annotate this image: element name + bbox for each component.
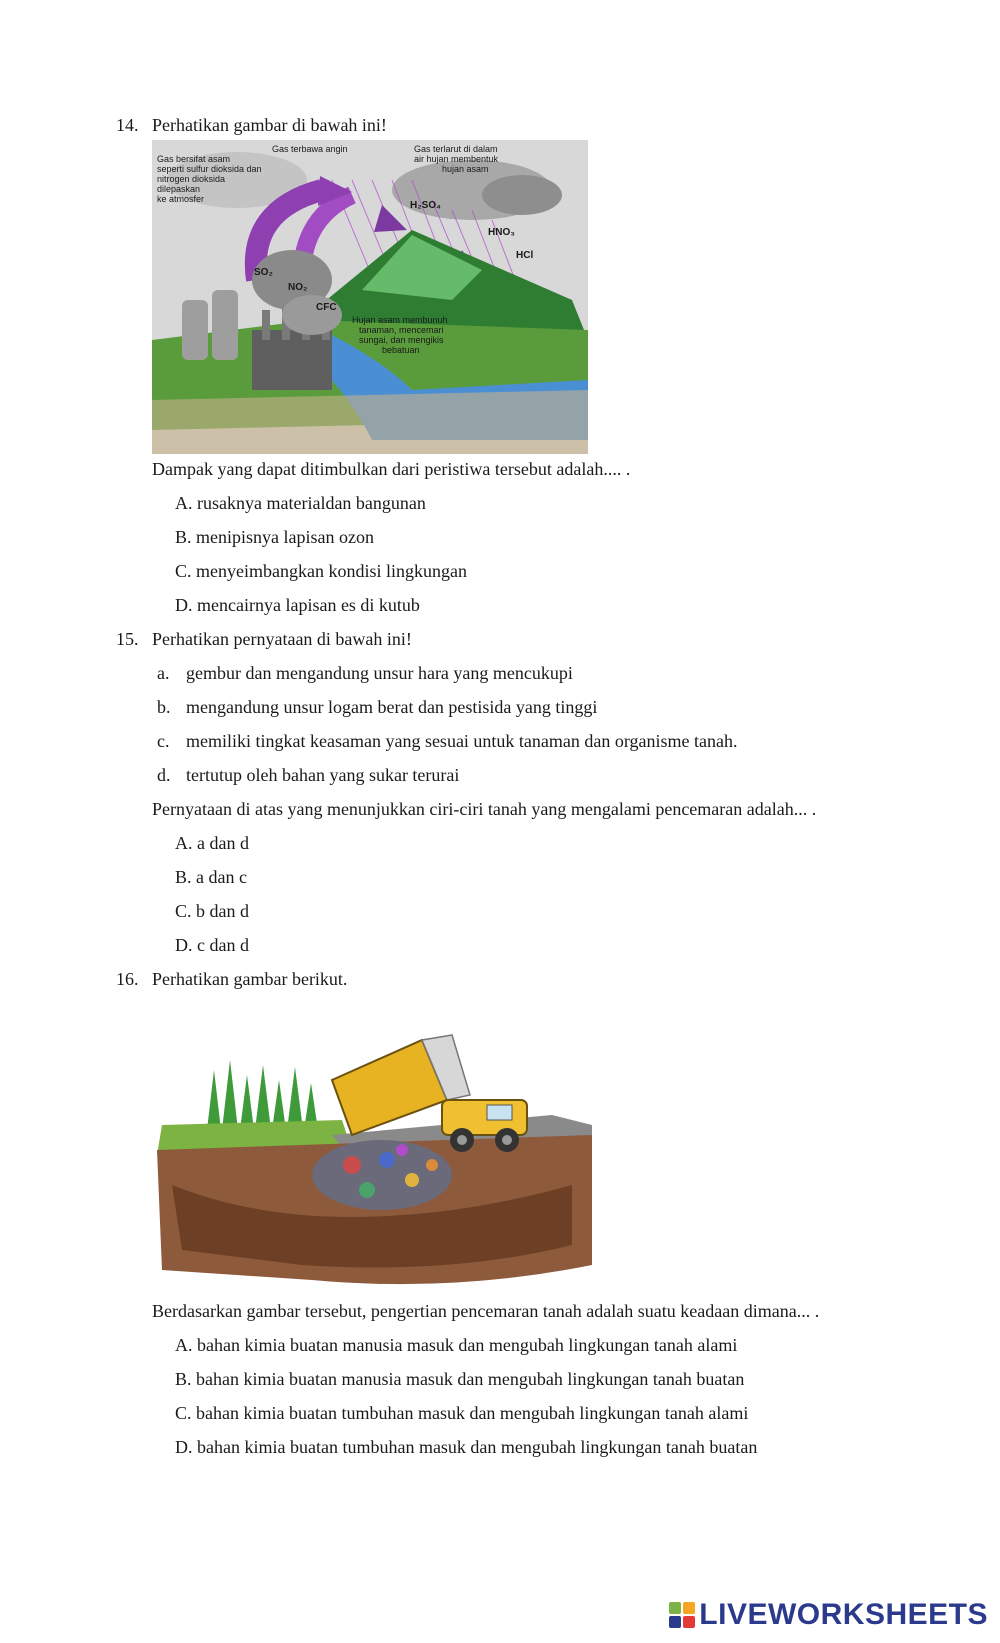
label-gas-terlarut-1: Gas terlarut di dalam [414, 144, 498, 154]
liveworksheets-name: LIVEWORKSHEETS [699, 1598, 988, 1631]
label-gas-angin: Gas terbawa angin [272, 144, 348, 154]
statement-c-text: memiliki tingkat keasaman yang sesuai untuk tanaman dan organisme tanah. [186, 731, 738, 751]
label-hno3: HNO₃ [488, 227, 515, 238]
question-14-option-b[interactable]: B. menipisnya lapisan ozon [175, 527, 374, 547]
acid-rain-diagram [152, 140, 588, 454]
question-15-option-a[interactable]: A. a dan d [175, 833, 249, 853]
label-gas-terlarut-3: hujan asam [442, 164, 489, 174]
label-hujan-asam-3: sungai, dan mengikis [359, 335, 444, 345]
statement-d-text: tertutup oleh bahan yang sukar terurai [186, 765, 460, 785]
question-15-number: 15. [116, 629, 139, 649]
statement-c-letter: c. [157, 731, 170, 751]
question-16-prompt: Perhatikan gambar berikut. [152, 969, 348, 989]
question-14-option-d[interactable]: D. mencairnya lapisan es di kutub [175, 595, 420, 615]
liveworksheets-grid-icon [669, 1602, 695, 1628]
label-hujan-asam-1: Hujan asam membunuh [352, 315, 448, 325]
label-hujan-asam-2: tanaman, mencemari [359, 325, 444, 335]
liveworksheets-logo[interactable] [669, 1595, 988, 1635]
label-so2: SO₂ [254, 267, 273, 278]
label-hujan-asam-4: bebatuan [382, 345, 420, 355]
landfill-truck-illustration [152, 1025, 592, 1293]
question-14-text: Dampak yang dapat ditimbulkan dari peristiwa tersebut adalah.... . [152, 459, 631, 479]
question-15-text: Pernyataan di atas yang menunjukkan ciri-ciri tanah yang mengalami pencemaran adalah... . [152, 799, 817, 819]
question-16-option-d[interactable]: D. bahan kimia buatan tumbuhan masuk dan mengubah lingkungan tanah buatan [175, 1437, 758, 1457]
question-15-prompt: Perhatikan pernyataan di bawah ini! [152, 629, 412, 649]
label-cfc: CFC [316, 302, 337, 313]
question-14-option-a[interactable]: A. rusaknya materialdan bangunan [175, 493, 426, 513]
question-15-option-c[interactable]: C. b dan d [175, 901, 249, 921]
question-14-number: 14. [116, 115, 139, 135]
statement-a-letter: a. [157, 663, 170, 683]
question-16-option-c[interactable]: C. bahan kimia buatan tumbuhan masuk dan mengubah lingkungan tanah alami [175, 1403, 749, 1423]
statement-b-text: mengandung unsur logam berat dan pestisida yang tinggi [186, 697, 598, 717]
statement-d-letter: d. [157, 765, 171, 785]
statement-b-letter: b. [157, 697, 171, 717]
question-16-text: Berdasarkan gambar tersebut, pengertian pencemaran tanah adalah suatu keadaan dimana... . [152, 1301, 820, 1321]
statement-a-text: gembur dan mengandung unsur hara yang mencukupi [186, 663, 573, 683]
question-16-option-a[interactable]: A. bahan kimia buatan manusia masuk dan mengubah lingkungan tanah alami [175, 1335, 738, 1355]
question-16-option-b[interactable]: B. bahan kimia buatan manusia masuk dan mengubah lingkungan tanah buatan [175, 1369, 745, 1389]
question-15-option-d[interactable]: D. c dan d [175, 935, 249, 955]
label-gas-asam-3: nitrogen dioksida [157, 174, 226, 184]
label-gas-asam-5: ke atmosfer [157, 194, 205, 204]
label-gas-terlarut-2: air hujan membentuk [414, 154, 499, 164]
label-hcl: HCl [516, 250, 534, 261]
question-15-option-b[interactable]: B. a dan c [175, 867, 247, 887]
label-h2so4: H₂SO₄ [410, 200, 441, 211]
question-14-option-c[interactable]: C. menyeimbangkan kondisi lingkungan [175, 561, 467, 581]
question-14-prompt: Perhatikan gambar di bawah ini! [152, 115, 387, 135]
label-gas-asam-1: Gas bersifat asam [157, 154, 231, 164]
label-gas-asam-4: dilepaskan [157, 184, 201, 194]
question-16-number: 16. [116, 969, 139, 989]
label-no2: NO₂ [288, 282, 308, 293]
label-gas-asam-2: seperti sulfur dioksida dan [157, 164, 262, 174]
